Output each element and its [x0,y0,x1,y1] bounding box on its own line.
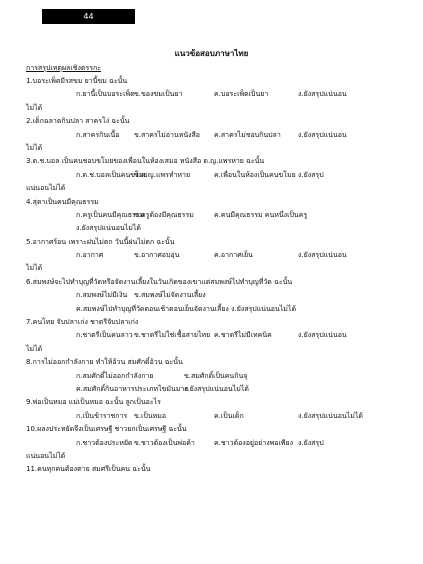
page-number-bar: 44 [42,9,135,24]
answer-option[interactable]: ค.คนมีคุณธรรม คนหนึ่งเป็นครู [214,210,308,219]
answer-option[interactable]: ง.ยังสรุปแน่นอน [298,130,347,139]
continuation-line: แน่นอนไม่ได้ [26,451,66,460]
answer-option[interactable]: ค.ชาตรีไม่มีเทคนิค [214,331,272,340]
answer-option[interactable]: ข.สมพงษ์ไม่จัดงานเลี้ยง [134,291,206,300]
answer-option[interactable]: ก.ครูเป็นคนมีคุณธรรม [76,210,145,219]
question-stem: 7.คนไทย จับปลาเก่ง ชาตรีจับปลาเก่ง [26,318,139,327]
question-stem: 2.เด็กฉลาดกินปลา สาครโง่ ฉะนั้น [26,117,130,126]
answer-option[interactable]: ค.ชาวต้องอยู่อย่างพอเพียง [214,438,293,447]
continuation-line: ค.สมพงษ์ไปทำบุญที่วัดตอนเช้าตอนเย็นจัดงานเลี้ยง ง.ยังสรุปแน่นอนไม่ได้ [76,304,296,313]
document-title: แนวข้อสอบภาษาไทย [174,49,249,58]
answer-option[interactable]: ข.ชาวต้องเป็นพ่อค้า [134,438,195,447]
answer-option[interactable]: ก.ชาตรีเป็นคนลาว [76,331,133,340]
continuation-line: ไม่ได้ [26,264,43,273]
question-list [26,75,406,477]
option-row [26,437,406,450]
answer-option[interactable]: ค.บอระเพ็ดเป็นยา [214,90,269,99]
answer-option[interactable]: ค.สาครไม่ชอบกินปลา [214,130,281,139]
continuation-line: แน่นอนไม่ได้ [26,184,66,193]
question-stem: 5.อากาศร้อน เพราะฝนไม่ตก วันนี้ฝนไม่ตก ฉะนั้น [26,237,175,246]
answer-option[interactable]: ง.ยังสรุป [298,438,324,447]
option-row [26,370,406,383]
answer-option[interactable]: ข.สาครไม่อ่านหนังสือ [134,130,201,139]
answer-option[interactable]: ง.ยังสรุปแน่นอนไม่ได้ [184,384,249,393]
answer-option[interactable]: ค.อากาศเย็น [214,251,253,260]
answer-option[interactable]: ก.ชาวต้องประหยัด [76,438,133,447]
question-stem: 6.สมพงษ์จะไปทำบุญที่วัดหรือจัดงานเลี้ยงในวันเกิดของเขาแต่สมพงษ์ไปทำบุญที่วัด ฉะนั้น [26,277,293,286]
answer-option[interactable]: ข.ด.ญ.แพรทำหาย [134,170,191,179]
option-row [26,249,406,262]
answer-option[interactable]: ข.อากาศอบอุ่น [134,251,180,260]
continuation-line: ไม่ได้ [26,103,43,112]
answer-option[interactable]: ง.ยังสรุปแน่นอน [298,90,347,99]
option-row [26,410,406,423]
answer-option[interactable]: ก.เป็นข้าราชการ [76,411,128,420]
answer-option[interactable]: ง.ยังสรุป [298,170,324,179]
question-stem: 4.สุดาเป็นคนมีคุณธรรม [26,197,99,206]
option-row [26,129,406,142]
answer-option[interactable]: ข.เป็นหมอ [134,411,167,420]
option-row [26,209,406,222]
question-stem: 1.บอระเพ็ดมีรสขม ยานี้ขม ฉะนั้น [26,77,128,85]
question-stem: 9.พ่อเป็นหมอ แม่เป็นหมอ ฉะนั้น ลูกเป็นอะไร [26,398,161,407]
answer-option[interactable]: ง.ยังสรุปแน่นอน [298,251,347,260]
section-subtitle: การสรุปเหตุผลเชิงตรรกะ [26,64,101,72]
answer-option[interactable]: ก.สมศักดิ์ไม่ออกกำลังกาย [76,371,154,380]
answer-option[interactable]: ก.ยานี้เป็นบอระเพ็ด [76,90,135,99]
answer-option[interactable]: ค.สมศักดิ์กินอาหารประเภทไขมันมาก [76,384,189,393]
answer-option[interactable]: ค.เพื่อนในห้องเป็นคนขโมย [214,170,296,179]
answer-option[interactable]: ง.ยังสรุปแน่นอนไม่ได้ [298,411,363,420]
option-row [26,88,406,101]
answer-option[interactable]: ข.ของขมเป็นยา [134,90,183,99]
option-row [26,329,406,342]
answer-option[interactable]: ข.ชาตรีไม่ใช่เชื้อสายไทย [134,331,211,340]
question-stem: 8.การไม่ออกกำลังกาย ทำให้อ้วน สมศักดิ์อ้วน ฉะนั้น [26,358,183,367]
option-row [26,289,406,302]
answer-option[interactable]: ง.ยังสรุปแน่นอน [298,331,347,340]
option-row [26,169,406,182]
answer-option[interactable]: ข.ครูต้องมีคุณธรรม [134,210,194,219]
question-stem: 3.ด.ช.บอล เป็นคนชอบขโมยของเพื่อนในห้องเสมอ หนังสือ ด.ญ.แพรหาย ฉะนั้น [26,157,265,166]
answer-option[interactable]: ข.สมศักดิ์เป็นคนกินจุ [184,371,248,380]
answer-option[interactable]: ก.ด.ช.บอลเป็นคนขโมย [76,170,148,179]
continuation-line: ง.ยังสรุปแน่นอนไม่ได้ [76,224,141,233]
answer-option[interactable]: ค.เป็นเด็ก [214,411,244,420]
option-row [26,383,406,396]
answer-option[interactable]: ก.สมพงษ์ไม่มีเงิน [76,291,128,300]
answer-option[interactable]: ก.สาครกินเนื้อ [76,130,120,139]
continuation-line: ไม่ได้ [26,344,43,353]
question-stem: 11.คนทุกคนต้องตาย สมศรีเป็นคน ฉะนั้น [26,465,151,474]
continuation-line: ไม่ได้ [26,143,43,152]
question-stem: 10.ผลงประหยัดจึงเป็นเศรษฐี ชาวยกเป็นเศรษฐี ฉะนั้น [26,425,187,434]
answer-option[interactable]: ก.อากาศ [76,251,104,260]
